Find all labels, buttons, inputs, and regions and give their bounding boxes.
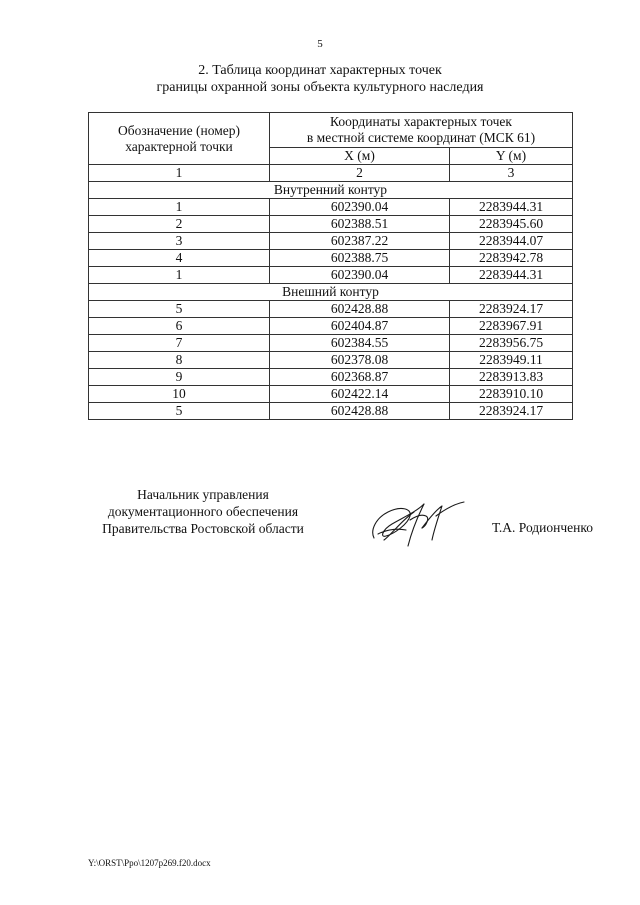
section-title: Внешний контур	[89, 284, 573, 301]
header-x: X (м)	[270, 148, 450, 165]
section-title: Внутренний контур	[89, 182, 573, 199]
y-coordinate-cell: 2283924.17	[450, 301, 573, 318]
point-number-cell: 6	[89, 318, 270, 335]
y-coordinate-cell: 2283945.60	[450, 216, 573, 233]
file-path: Y:\ORST\Ppo\1207p269.f20.docx	[88, 858, 211, 868]
position-line-1: Начальник управления	[137, 487, 269, 502]
column-numbers-row	[89, 165, 573, 182]
point-number-cell: 8	[89, 352, 270, 369]
table-row	[89, 403, 573, 420]
table-row	[89, 352, 573, 369]
table-row	[89, 335, 573, 352]
document-title	[0, 62, 640, 96]
section-title-row	[89, 284, 573, 301]
coordinates-table	[88, 112, 573, 420]
section-title-row	[89, 182, 573, 199]
header-coordinates: Координаты характерных точек в местной системе координат (МСК 61)	[270, 113, 573, 148]
y-coordinate-cell: 2283913.83	[450, 369, 573, 386]
point-number-cell: 4	[89, 250, 270, 267]
x-coordinate-cell: 602428.88	[270, 403, 450, 420]
x-coordinate-cell: 602390.04	[270, 199, 450, 216]
table-row	[89, 267, 573, 284]
column-number: 3	[450, 165, 573, 182]
x-coordinate-cell: 602428.88	[270, 301, 450, 318]
point-number-cell: 10	[89, 386, 270, 403]
y-coordinate-cell: 2283944.31	[450, 199, 573, 216]
title-line-1: 2. Таблица координат характерных точек	[198, 63, 442, 78]
header-y: Y (м)	[450, 148, 573, 165]
x-coordinate-cell: 602390.04	[270, 267, 450, 284]
x-coordinate-cell: 602378.08	[270, 352, 450, 369]
table-row	[89, 386, 573, 403]
y-coordinate-cell: 2283910.10	[450, 386, 573, 403]
y-coordinate-cell: 2283942.78	[450, 250, 573, 267]
x-coordinate-cell: 602404.87	[270, 318, 450, 335]
page-number: 5	[317, 38, 323, 50]
table-row	[89, 369, 573, 386]
table-row	[89, 301, 573, 318]
point-number-cell: 1	[89, 267, 270, 284]
point-number-cell: 3	[89, 233, 270, 250]
point-number-cell: 2	[89, 216, 270, 233]
x-coordinate-cell: 602422.14	[270, 386, 450, 403]
table-row	[89, 233, 573, 250]
x-coordinate-cell: 602388.51	[270, 216, 450, 233]
position-line-3: Правительства Ростовской области	[102, 521, 304, 536]
y-coordinate-cell: 2283949.11	[450, 352, 573, 369]
point-number-cell: 9	[89, 369, 270, 386]
table-row	[89, 318, 573, 335]
table-row	[89, 250, 573, 267]
handwritten-signature	[366, 490, 470, 552]
table-row	[89, 199, 573, 216]
signer-name: Т.А. Родионченко	[492, 520, 593, 535]
x-coordinate-cell: 602387.22	[270, 233, 450, 250]
y-coordinate-cell: 2283956.75	[450, 335, 573, 352]
y-coordinate-cell: 2283944.31	[450, 267, 573, 284]
x-coordinate-cell: 602388.75	[270, 250, 450, 267]
signatory-position	[86, 486, 320, 537]
table-row	[89, 216, 573, 233]
y-coordinate-cell: 2283924.17	[450, 403, 573, 420]
table-header-row	[89, 113, 573, 148]
y-coordinate-cell: 2283944.07	[450, 233, 573, 250]
x-coordinate-cell: 602384.55	[270, 335, 450, 352]
column-number: 2	[270, 165, 450, 182]
column-number: 1	[89, 165, 270, 182]
title-line-2: границы охранной зоны объекта культурного наследия	[156, 80, 484, 95]
point-number-cell: 5	[89, 403, 270, 420]
y-coordinate-cell: 2283967.91	[450, 318, 573, 335]
x-coordinate-cell: 602368.87	[270, 369, 450, 386]
point-number-cell: 5	[89, 301, 270, 318]
point-number-cell: 7	[89, 335, 270, 352]
header-point-designation: Обозначение (номер) характерной точки	[89, 113, 270, 165]
point-number-cell: 1	[89, 199, 270, 216]
position-line-2: документационного обеспечения	[107, 504, 299, 519]
